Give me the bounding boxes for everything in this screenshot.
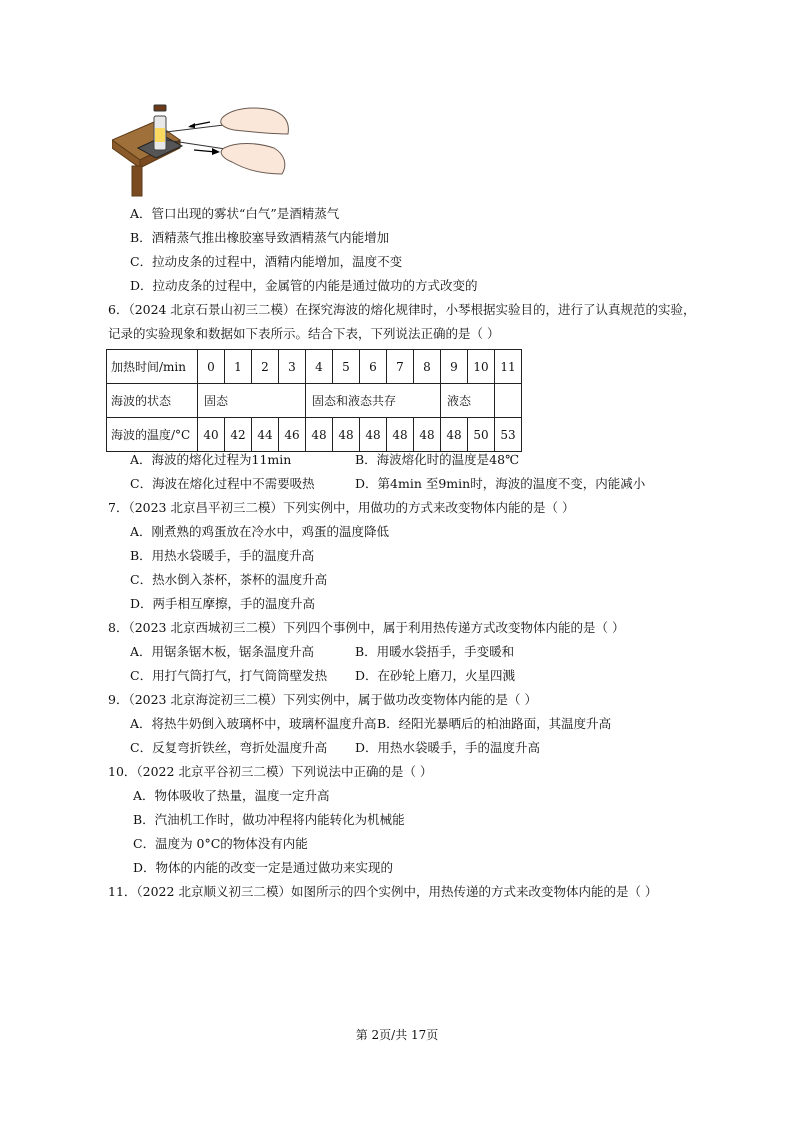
q9-option-c: C．反复弯折铁丝，弯折处温度升高 [130, 740, 328, 755]
q8-option-d: D．在砂轮上磨刀，火星四溅 [355, 668, 516, 683]
temp-cell: 48 [333, 418, 360, 452]
q9-option-a: A．将热牛奶倒入玻璃杯中，玻璃杯温度升高 [130, 716, 377, 731]
q5-option-a: A．管口出现的雾状“白气”是酒精蒸气 [130, 206, 340, 221]
temp-cell: 48 [360, 418, 387, 452]
time-cell: 6 [360, 350, 387, 384]
q10-option-a: A．物体吸收了热量，温度一定升高 [133, 788, 330, 803]
q10-option-c: C．温度为 0°C的物体没有内能 [133, 836, 308, 851]
state-liquid: 液态 [441, 384, 495, 418]
q6-option-c: C．海波在熔化过程中不需要吸热 [130, 476, 315, 491]
q10-option-b: B．汽油机工作时，做功冲程将内能转化为机械能 [133, 812, 405, 827]
q10-stem: 10．（2022 北京平谷初三二模）下列说法中正确的是（ ） [108, 764, 433, 779]
row-label-time: 加热时间/min [107, 350, 198, 384]
q9-option-d: D．用热水袋暖手，手的温度升高 [355, 740, 541, 755]
q8-option-a: A．用锯条锯木板，锯条温度升高 [130, 644, 315, 659]
q6-option-d: D．第4min 至9min时，海波的温度不变，内能减小 [355, 476, 646, 491]
q5-option-b: B．酒精蒸气推出橡胶塞导致酒精蒸气内能增加 [130, 230, 390, 245]
temp-cell: 42 [225, 418, 252, 452]
q9-stem: 9．（2023 北京海淀初三二模）下列实例中，属于做功改变物体内能的是（ ） [108, 692, 537, 707]
q7-option-b: B．用热水袋暖手，手的温度升高 [130, 548, 315, 563]
temp-cell: 48 [306, 418, 333, 452]
time-cell: 0 [198, 350, 225, 384]
q7-option-a: A．刚煮熟的鸡蛋放在冷水中，鸡蛋的温度降低 [130, 524, 390, 539]
temp-cell: 44 [252, 418, 279, 452]
q8-stem: 8．（2023 北京西城初三二模）下列四个事例中，属于利用热传递方式改变物体内能的是（ ） [108, 620, 625, 635]
q5-option-d: D．拉动皮条的过程中，金属管的内能是通过做功的方式改变的 [130, 278, 478, 293]
temp-cell: 53 [495, 418, 522, 452]
q9-option-b: B．经阳光暴晒后的柏油路面，其温度升高 [377, 716, 612, 731]
q6-option-a: A．海波的熔化过程为11min [130, 452, 292, 467]
temp-cell: 48 [414, 418, 441, 452]
q6-stem-line1: 6．（2024 北京石景山初三二模）在探究海波的熔化规律时，小琴根据实验目的，进行了认真规范的实验， [108, 302, 696, 317]
q7-stem: 7．（2023 北京昌平初三二模）下列实例中，用做功的方式来改变物体内能的是（ ） [108, 500, 575, 515]
table-row [107, 384, 522, 418]
q11-stem: 11．（2022 北京顺义初三二模）如图所示的四个实例中，用热传递的方式来改变物体内能的是（ ） [108, 884, 658, 899]
q8-option-c: C．用打气筒打气，打气筒筒壁发热 [130, 668, 328, 683]
haibo-data-table [106, 349, 522, 452]
temp-cell: 50 [468, 418, 495, 452]
time-cell: 2 [252, 350, 279, 384]
state-solid: 固态 [198, 384, 306, 418]
q6-option-b: B．海波熔化时的温度是48℃ [355, 452, 520, 467]
q5-option-c: C．拉动皮条的过程中，酒精内能增加，温度不变 [130, 254, 403, 269]
time-cell: 7 [387, 350, 414, 384]
time-cell: 5 [333, 350, 360, 384]
q7-option-c: C．热水倒入茶杯，茶杯的温度升高 [130, 572, 328, 587]
q6-stem-line2: 记录的实验现象和数据如下表所示。结合下表，下列说法正确的是（ ） [108, 326, 500, 341]
time-cell: 3 [279, 350, 306, 384]
temp-cell: 40 [198, 418, 225, 452]
q7-option-d: D．两手相互摩擦，手的温度升高 [130, 596, 316, 611]
time-cell: 4 [306, 350, 333, 384]
row-label-state: 海波的状态 [107, 384, 198, 418]
q8-option-b: B．用暖水袋捂手，手变暖和 [355, 644, 515, 659]
friction-tube-figure [112, 100, 292, 200]
time-cell: 9 [441, 350, 468, 384]
table-row [107, 350, 522, 384]
row-label-temp: 海波的温度/°C [107, 418, 198, 452]
q10-option-d: D．物体的内能的改变一定是通过做功来实现的 [133, 860, 394, 875]
temp-cell: 46 [279, 418, 306, 452]
state-mixed: 固态和液态共存 [306, 384, 441, 418]
time-cell: 1 [225, 350, 252, 384]
state-empty [495, 384, 522, 418]
page-number: 第 2页/共 17页 [355, 1028, 439, 1042]
time-cell: 8 [414, 350, 441, 384]
time-cell: 11 [495, 350, 522, 384]
table-row [107, 418, 522, 452]
temp-cell: 48 [441, 418, 468, 452]
time-cell: 10 [468, 350, 495, 384]
temp-cell: 48 [387, 418, 414, 452]
